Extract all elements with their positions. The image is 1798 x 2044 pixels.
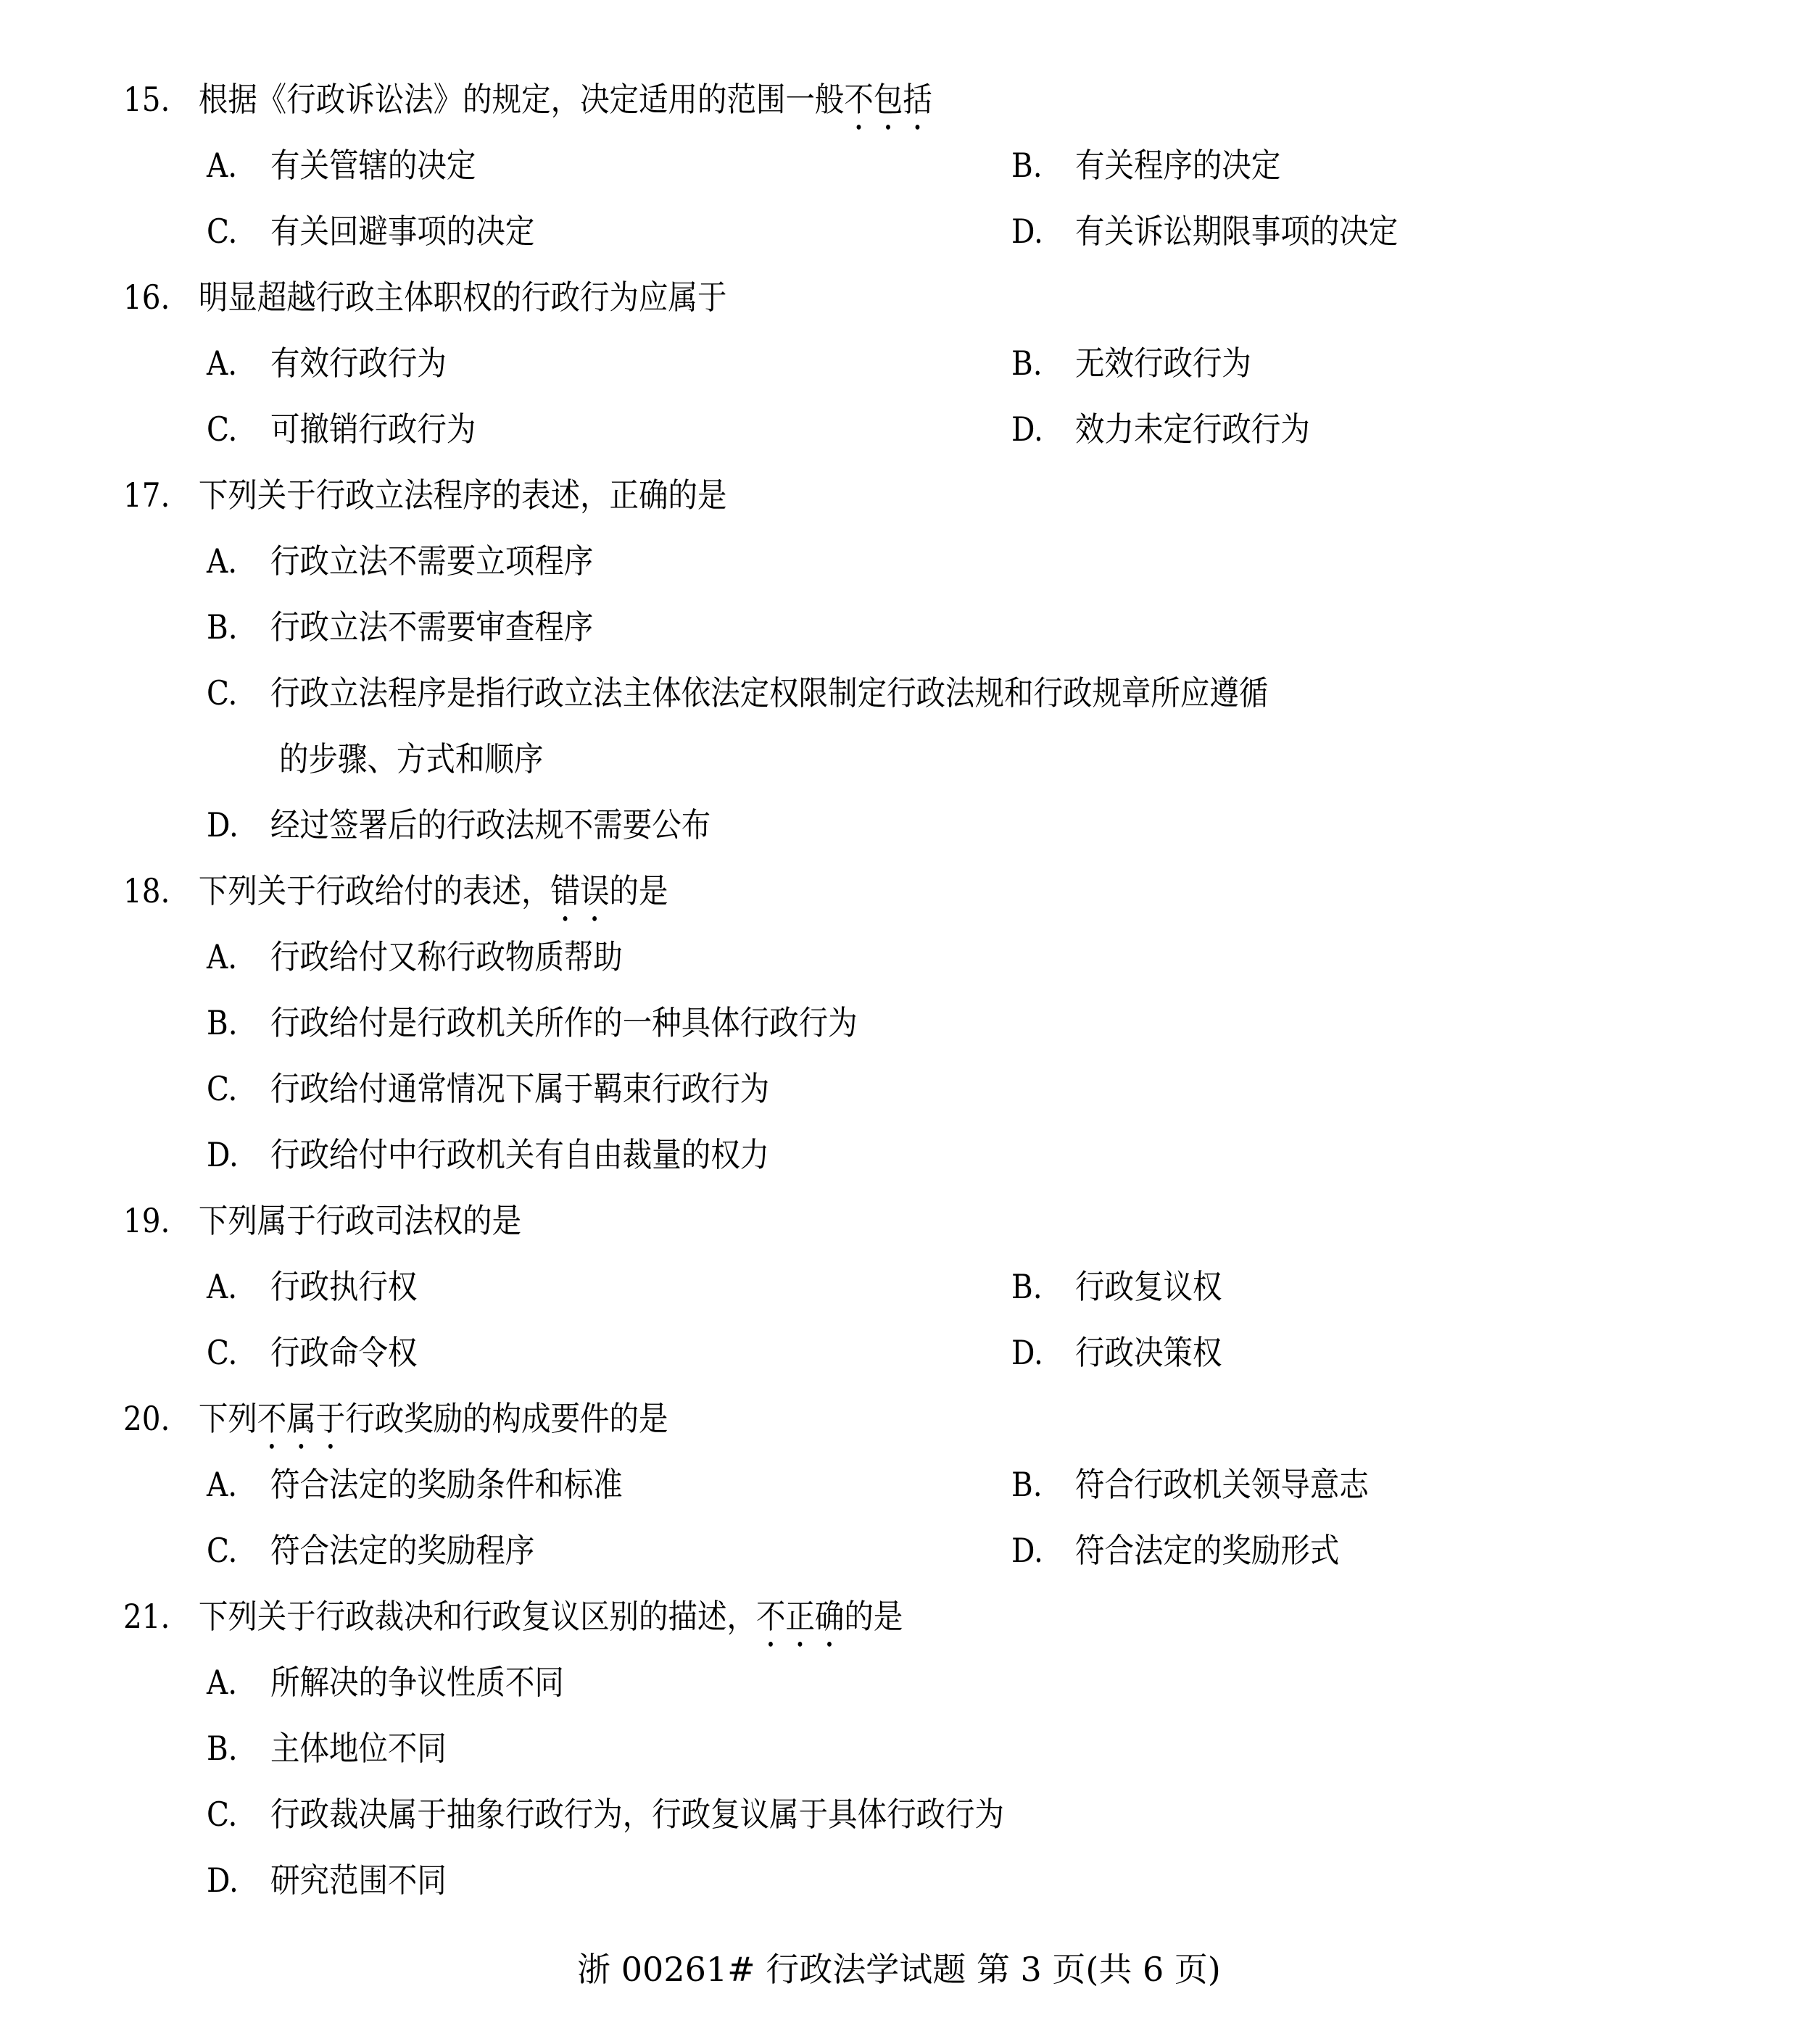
option-17a [207,528,593,594]
option-text: 有关管辖的决定 [270,146,476,185]
option-label: B. [1011,344,1043,383]
question-15-stem [123,67,932,133]
option-text: 有关程序的决定 [1075,146,1281,185]
option-21d [207,1848,447,1914]
option-text: 的步骤、方式和顺序 [279,739,544,778]
option-label: B. [1011,1465,1043,1504]
option-label: D. [1011,1333,1043,1372]
option-15a [207,133,476,199]
option-text: 无效行政行为 [1075,344,1251,383]
question-text: 下列关于行政给付的表述， [198,871,551,910]
option-text: 行政命令权 [270,1333,418,1372]
option-20b [1011,1452,1369,1518]
question-text: 根据《行政诉讼法》的规定，决定适用的范围一般 [198,80,845,119]
option-text: 有关诉讼期限事项的决定 [1075,212,1399,251]
option-text: 符合法定的奖励程序 [270,1531,535,1570]
option-label: C. [207,1531,238,1570]
option-label: A. [207,1663,238,1702]
option-17c [207,660,1268,726]
option-text: 行政执行权 [270,1267,418,1306]
option-label: D. [1011,212,1043,251]
option-20d [1011,1518,1339,1584]
option-label: A. [207,344,238,383]
option-label: A. [207,541,238,581]
emphasized-text: 错误 [550,871,610,910]
question-number: 19. [123,1201,170,1240]
option-21c [207,1782,1004,1848]
option-label: C. [207,1333,238,1372]
option-17c-continued [279,726,543,792]
option-20c [207,1518,534,1584]
option-18d [207,1122,769,1188]
option-text: 经过签署后的行政法规不需要公布 [270,805,711,844]
option-text: 所解决的争议性质不同 [270,1663,564,1702]
option-text: 效力未定行政行为 [1075,410,1310,449]
option-21b [207,1716,447,1782]
option-19c [207,1320,417,1386]
option-text: 行政立法程序是指行政立法主体依法定权限制定行政法规和行政规章所应遵循 [270,673,1269,713]
option-18a [207,924,623,990]
option-16a [207,331,447,396]
option-text: 有关回避事项的决定 [270,212,535,251]
option-label: D. [207,1861,239,1900]
question-text: 下列属于行政司法权的是 [198,1201,522,1240]
option-text: 有效行政行为 [270,344,447,383]
option-text: 行政裁决属于抽象行政行为，行政复议属于具体行政行为 [270,1795,1004,1834]
option-label: A. [207,937,238,976]
option-text: 符合法定的奖励形式 [1075,1531,1340,1570]
question-number: 20. [123,1399,170,1438]
option-text: 可撤销行政行为 [270,410,476,449]
question-number: 16. [123,278,170,317]
page-footer: 浙 00261# 行政法学试题 第 3 页(共 6 页) [577,1950,1221,1989]
option-19b [1011,1254,1222,1320]
option-label: C. [207,212,238,251]
option-text: 主体地位不同 [270,1729,447,1768]
option-label: D. [1011,1531,1043,1570]
option-16d [1011,396,1310,462]
question-text: 的是 [844,1597,903,1636]
option-text: 行政给付中行政机关有自由裁量的权力 [270,1135,770,1174]
option-15c [207,199,534,265]
option-17b [207,594,593,660]
question-number: 15. [123,80,170,119]
option-text: 行政给付又称行政物质帮助 [270,937,623,976]
option-16b [1011,331,1251,396]
option-label: D. [207,1135,239,1174]
option-19d [1011,1320,1222,1386]
option-label: A. [207,1267,238,1306]
option-label: C. [207,1795,238,1834]
question-number: 17. [123,475,170,515]
option-text: 符合行政机关领导意志 [1075,1465,1369,1504]
question-20-stem [123,1386,668,1452]
option-16c [207,396,476,462]
option-label: B. [1011,1267,1043,1306]
option-label: A. [207,146,238,185]
option-text: 行政给付通常情况下属于羁束行政行为 [270,1069,770,1108]
option-21a [207,1650,564,1716]
question-number: 18. [123,871,170,910]
question-17-stem [123,462,726,528]
question-text: 明显超越行政主体职权的行政行为应属于 [198,278,727,317]
option-18c [207,1056,769,1122]
option-20a [207,1452,623,1518]
option-label: C. [207,1069,238,1108]
question-number: 21. [123,1597,170,1636]
option-label: B. [207,607,238,647]
option-label: C. [207,673,238,713]
option-text: 符合法定的奖励条件和标准 [270,1465,623,1504]
option-text: 研究范围不同 [270,1861,447,1900]
question-text: 下列关于行政立法程序的表述，正确的是 [198,475,727,515]
emphasized-text: 不正确 [755,1597,845,1636]
option-17d [207,792,710,858]
question-19-stem [123,1188,521,1254]
option-text: 行政立法不需要立项程序 [270,541,594,581]
option-label: B. [207,1003,238,1042]
option-15d [1011,199,1398,265]
option-label: D. [207,805,239,844]
emphasized-text: 不属于 [257,1399,346,1438]
question-text: 行政奖励的构成要件的是 [345,1399,668,1438]
option-label: C. [207,410,238,449]
question-18-stem [123,858,668,924]
option-18b [207,990,858,1056]
question-text: 下列关于行政裁决和行政复议区别的描述， [198,1597,756,1636]
option-label: B. [207,1729,238,1768]
option-15b [1011,133,1280,199]
option-label: A. [207,1465,238,1504]
question-text: 的是 [609,871,668,910]
option-text: 行政决策权 [1075,1333,1222,1372]
option-text: 行政立法不需要审查程序 [270,607,594,647]
option-text: 行政复议权 [1075,1267,1222,1306]
option-19a [207,1254,417,1320]
option-label: B. [1011,146,1043,185]
question-text: 下列 [198,1399,257,1438]
option-label: D. [1011,410,1043,449]
emphasized-text: 不包括 [844,80,932,119]
option-text: 行政给付是行政机关所作的一种具体行政行为 [270,1003,858,1042]
question-21-stem [123,1584,903,1650]
question-16-stem [123,265,726,331]
